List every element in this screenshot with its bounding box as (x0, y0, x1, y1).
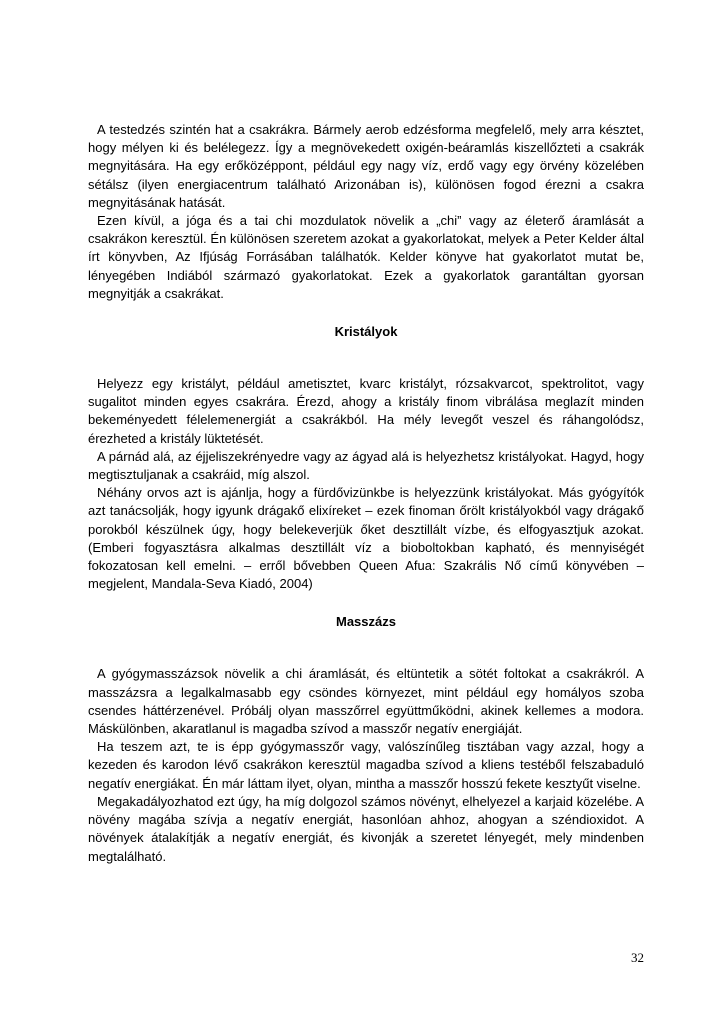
spacer (88, 303, 644, 323)
paragraph: Ha teszem azt, te is épp gyógymasszőr vagy, valószínűleg tisztában vagy azzal, hogy a kezeden és karodon lévő csakrákon keresztül magadba szívod a kliens testéből felszabaduló negatív energiákat. Én már láttam ilyet, olyan, mintha a masszőr hosszú fekete kesztyűt viselne. (88, 739, 644, 791)
paragraph: Ezen kívül, a jóga és a tai chi mozdulatok növelik a „chi” vagy az életerő áramlását a csakrákon keresztül. Én különösen szeretem azokat a gyakorlatokat, melyek a Peter Kelder által írt könyvben, Az Ifjúság Forrásában találhatók. Kelder könyve hat gyakorlatot mutat be, lényegében Indiából származó gyakorlatokat. Ezek a gyakorlatok garantáltan gyorsan megnyitják a csakrákat. (88, 213, 644, 301)
paragraph: Néhány orvos azt is ajánlja, hogy a fürdővizünkbe is helyezzünk kristályokat. Más gyógyítók azt tanácsolják, hogy igyunk drágakő elixíreket – ezek finoman őrölt kristályokból vagy drágakő porokból készülnek úgy, hogy belekeverjük őket desztillált vízbe, és elfogyasztjuk azokat. (Emberi fogyasztásra alkalmas desztillált víz a bioboltokban kapható, és mennyiségét fokozatosan kell emelni. – erről bővebben Queen Afua: Szakrális Nő című könyvében – megjelent, Mandala-Seva Kiadó, 2004) (88, 485, 644, 592)
spacer (88, 593, 644, 613)
section-heading-kristalyok: Kristályok (334, 324, 398, 340)
paragraph: Megakadályozhatod ezt úgy, ha míg dolgozol számos növényt, elhelyezel a karjaid közelébe. A növény magába szívja a negatív energiát, hasonlóan ahhoz, ahogyan a széndioxidot. A növények átalakítják a negatív energiát, és kivonják a szeretet lényegét, mely mindenben megtalálható. (88, 793, 644, 864)
spacer (88, 341, 644, 375)
spacer (88, 631, 644, 665)
paragraph: A testedzés szintén hat a csakrákra. Bármely aerob edzésforma megfelelő, mely arra késztet, hogy mélyen ki és belélegezz. Így a megnövekedett oxigén-beáramlás kiszellőzteti a csakrák megnyitására. Ha egy erőközéppont, például egy nagy víz, erdő vagy egy örvény közelében sétálsz (ilyen energiacentrum található Arizonában is), különösen fogod érezni a csakra megnyitásának hatását. (88, 122, 644, 210)
section-heading-masszazs: Masszázs (336, 614, 396, 630)
page-body (88, 121, 644, 866)
paragraph: A párnád alá, az éjjeliszekrényedre vagy az ágyad alá is helyezhetsz kristályokat. Hagyd, hogy megtisztuljanak a csakráid, míg alszol. (88, 448, 644, 483)
paragraph: Helyezz egy kristályt, például ametisztet, kvarc kristályt, rózsakvarcot, spektrolitot, vagy sugalitot minden egyes csakrára. Érezd, ahogy a kristály finom vibrálása meglazít minden bekeményedett félelemenergiát a csakrákból. Ha mély levegőt veszel és ráhangolódsz, érezheted a kristály lüktetését. (88, 376, 644, 446)
page-number: 32 (631, 950, 644, 965)
paragraph: A gyógymasszázsok növelik a chi áramlását, és eltüntetik a sötét foltokat a csakrákról. A masszázsra a legalkalmasabb egy csöndes környezet, mint például egy homályos szoba csendes háttérzenével. Próbálj olyan masszőrrel együttműködni, akinek kellemes a modora. Máskülönben, akaratlanul is magadba szívod a masszőr negatív energiáját. (88, 666, 644, 737)
